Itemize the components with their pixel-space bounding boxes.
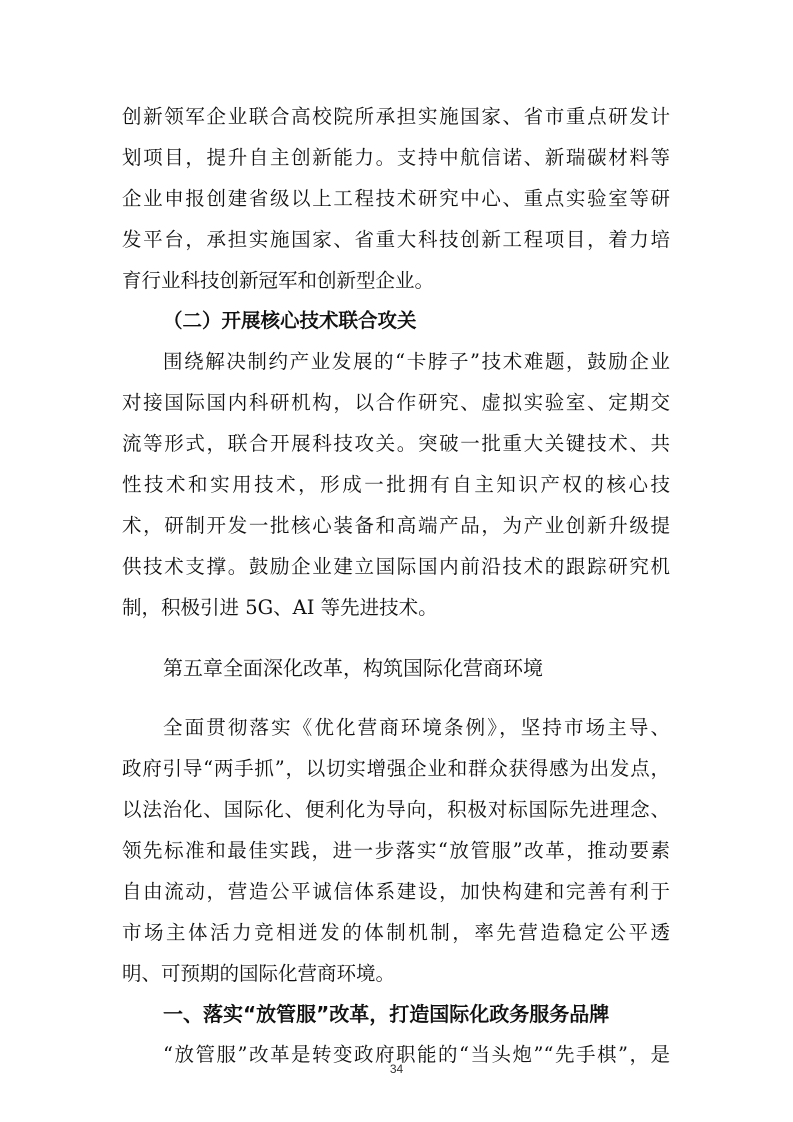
chapter-heading: 第五章全面深化改革，构筑国际化营商环境: [163, 656, 543, 680]
paragraph-line: 领先标准和最佳实践，进一步落实“放管服”改革，推动要素: [122, 839, 670, 862]
paragraph-line: 明、可预期的国际化营商环境。: [122, 962, 396, 985]
paragraph-line: 供技术支撑。鼓励企业建立国际国内前沿技术的跟踪研究机: [122, 555, 670, 578]
paragraph-line: 政府引导“两手抓”，以切实增强企业和群众获得感为出发点，: [122, 757, 670, 780]
section-heading: 一、落实“放管服”改革，打造国际化政务服务品牌: [163, 1002, 610, 1026]
paragraph-line: 性技术和实用技术，形成一批拥有自主知识产权的核心技: [122, 473, 670, 496]
paragraph-line: 划项目，提升自主创新能力。支持中航信诺、新瑞碳材料等: [122, 146, 670, 169]
paragraph-line: 市场主体活力竞相迸发的体制机制，率先营造稳定公平透: [122, 921, 670, 944]
paragraph-line: 企业申报创建省级以上工程技术研究中心、重点实验室等研: [122, 187, 670, 210]
paragraph-line: 术，研制开发一批核心装备和高端产品，为产业创新升级提: [122, 514, 670, 537]
paragraph-line: 创新领军企业联合高校院所承担实施国家、省市重点研发计: [122, 105, 670, 128]
paragraph-line: 制，积极引进 5G、AI 等先进技术。: [122, 596, 438, 619]
paragraph-line: 对接国际国内科研机构，以合作研究、虚拟实验室、定期交: [122, 391, 670, 414]
paragraph-line: 以法治化、国际化、便利化为导向，积极对标国际先进理念、: [122, 798, 670, 821]
page-number: 34: [389, 1062, 404, 1076]
paragraph-line: 发平台，承担实施国家、省重大科技创新工程项目，着力培: [122, 228, 670, 251]
paragraph-line: “放管服”改革是转变政府职能的“当头炮”“先手棋”，是: [163, 1043, 670, 1066]
paragraph-line: 育行业科技创新冠军和创新型企业。: [122, 269, 435, 292]
paragraph-line: 全面贯彻落实《优化营商环境条例》，坚持市场主导、: [163, 716, 670, 739]
paragraph-line: 围绕解决制约产业发展的“卡脖子”技术难题，鼓励企业: [163, 350, 670, 373]
paragraph-line: 流等形式，联合开展科技攻关。突破一批重大关键技术、共: [122, 432, 670, 455]
section-heading: （二）开展核心技术联合攻关: [163, 309, 417, 332]
paragraph-line: 自由流动，营造公平诚信体系建设，加快构建和完善有利于: [122, 880, 670, 903]
